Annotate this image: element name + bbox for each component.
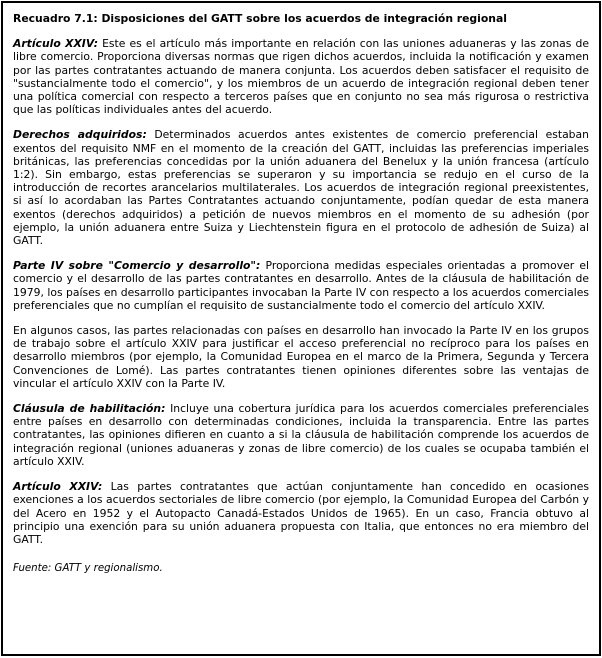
paragraph-derechos-adquiridos (13, 128, 589, 247)
source-note: Fuente: GATT y regionalismo. (13, 563, 163, 575)
paragraph-lead: Cláusula de habilitación: (13, 402, 166, 416)
paragraph-articulo-xxiv-1 (13, 37, 589, 116)
paragraph-text: Proporciona medidas especiales orientadas a promover el comercio y el desarrollo de las partes contratantes en desarrollo. Antes de la cláusula de habilitación de 1979, los países en desarrollo participantes invocaban la Parte IV con respecto a los acuerdos comerciales preferenciales que no cumplían el requisito de sustancialmente todo el comercio del artículo XXIV. (13, 259, 590, 312)
paragraph-text: Las partes contratantes que actúan conjuntamente han concedido en ocasiones exenciones a los acuerdos sectoriales de libre comercio (por ejemplo, la Comunidad Europea del Carbón y del Acero en 1952 y el Autopacto Canadá-Estados Unidos de 1965). En un caso, Francia obtuvo al principio una exención para su unión aduanera propuesta con Italia, que entonces no era miembro del GATT. (13, 480, 589, 546)
paragraph-en-algunos-casos (13, 324, 589, 390)
paragraph-lead: Artículo XXIV: (13, 480, 103, 494)
paragraph-articulo-xxiv-2 (13, 480, 589, 546)
recuadro-box (1, 1, 601, 656)
paragraph-lead: Artículo XXIV: (13, 37, 99, 51)
paragraph-text: Este es el artículo más importante en relación con las uniones aduaneras y las zonas de libre comercio. Proporciona diversas normas que rigen dichos acuerdos, incluida la notificación y examen por las partes contratantes actuando de manera conjunta. Los acuerdos deben satisfacer el requisito de "sustancialmente todo el comercio", y los miembros de un acuerdo de integración regional deben tener una política comercial con respecto a terceros países que en conjunto no sea más rigurosa o restrictiva que las políticas individuales antes del acuerdo. (13, 37, 589, 117)
paragraph-text: Determinados acuerdos antes existentes de comercio preferencial estaban exentos del requisito NMF en el momento de la creación del GATT, incluidas las preferencias imperiales británicas, las preferencias concedidas por la unión aduanera del Benelux y la unión francesa (artículo 1:2). Sin embargo, estas preferencias se superaron y su importancia se redujo en el curso de la introducción de recortes arancelarios multilaterales. Los acuerdos de integración regional preexistentes, si así lo acordaban las Partes Contratantes actuando conjuntamente, podían quedar de esta manera exentos (derechos adquiridos) a petición de nuevos miembros en el momento de su adhesión (por ejemplo, la unión aduanera entre Suiza y Liechtenstein figura en el protocolo de adhesión de Suiza) al GATT. (13, 128, 589, 248)
paragraph-lead: Derechos adquiridos: (13, 128, 147, 142)
paragraph-text: Incluye una cobertura jurídica para los acuerdos comerciales preferenciales entre países en desarrollo con determinadas condiciones, incluida la transparencia. Entre las partes contratantes, las opiniones difieren en cuanto a si la cláusula de habilitación comprende los acuerdos de integración regional (uniones aduaneras y zonas de libre comercio) de los cuales se ocupaba también el artículo XXIV. (13, 402, 589, 468)
paragraph-clausula-habilitacion (13, 402, 589, 468)
paragraph-parte-iv (13, 259, 589, 312)
paragraph-text: En algunos casos, las partes relacionadas con países en desarrollo han invocado la Parte IV en los grupos de trabajo sobre el artículo XXIV para justificar el acceso preferencial no recíproco para los países en desarrollo miembros (por ejemplo, la Comunidad Europea en el marco de la Primera, Segunda y Tercera Convenciones de Lomé). Las partes contratantes tienen opiniones diferentes sobre las ventajas de vincular el artículo XXIV con la Parte IV. (13, 324, 589, 390)
paragraph-lead: Parte IV sobre "Comercio y desarrollo": (13, 259, 261, 273)
box-title: Recuadro 7.1: Disposiciones del GATT sobre los acuerdos de integración regional (13, 12, 507, 25)
